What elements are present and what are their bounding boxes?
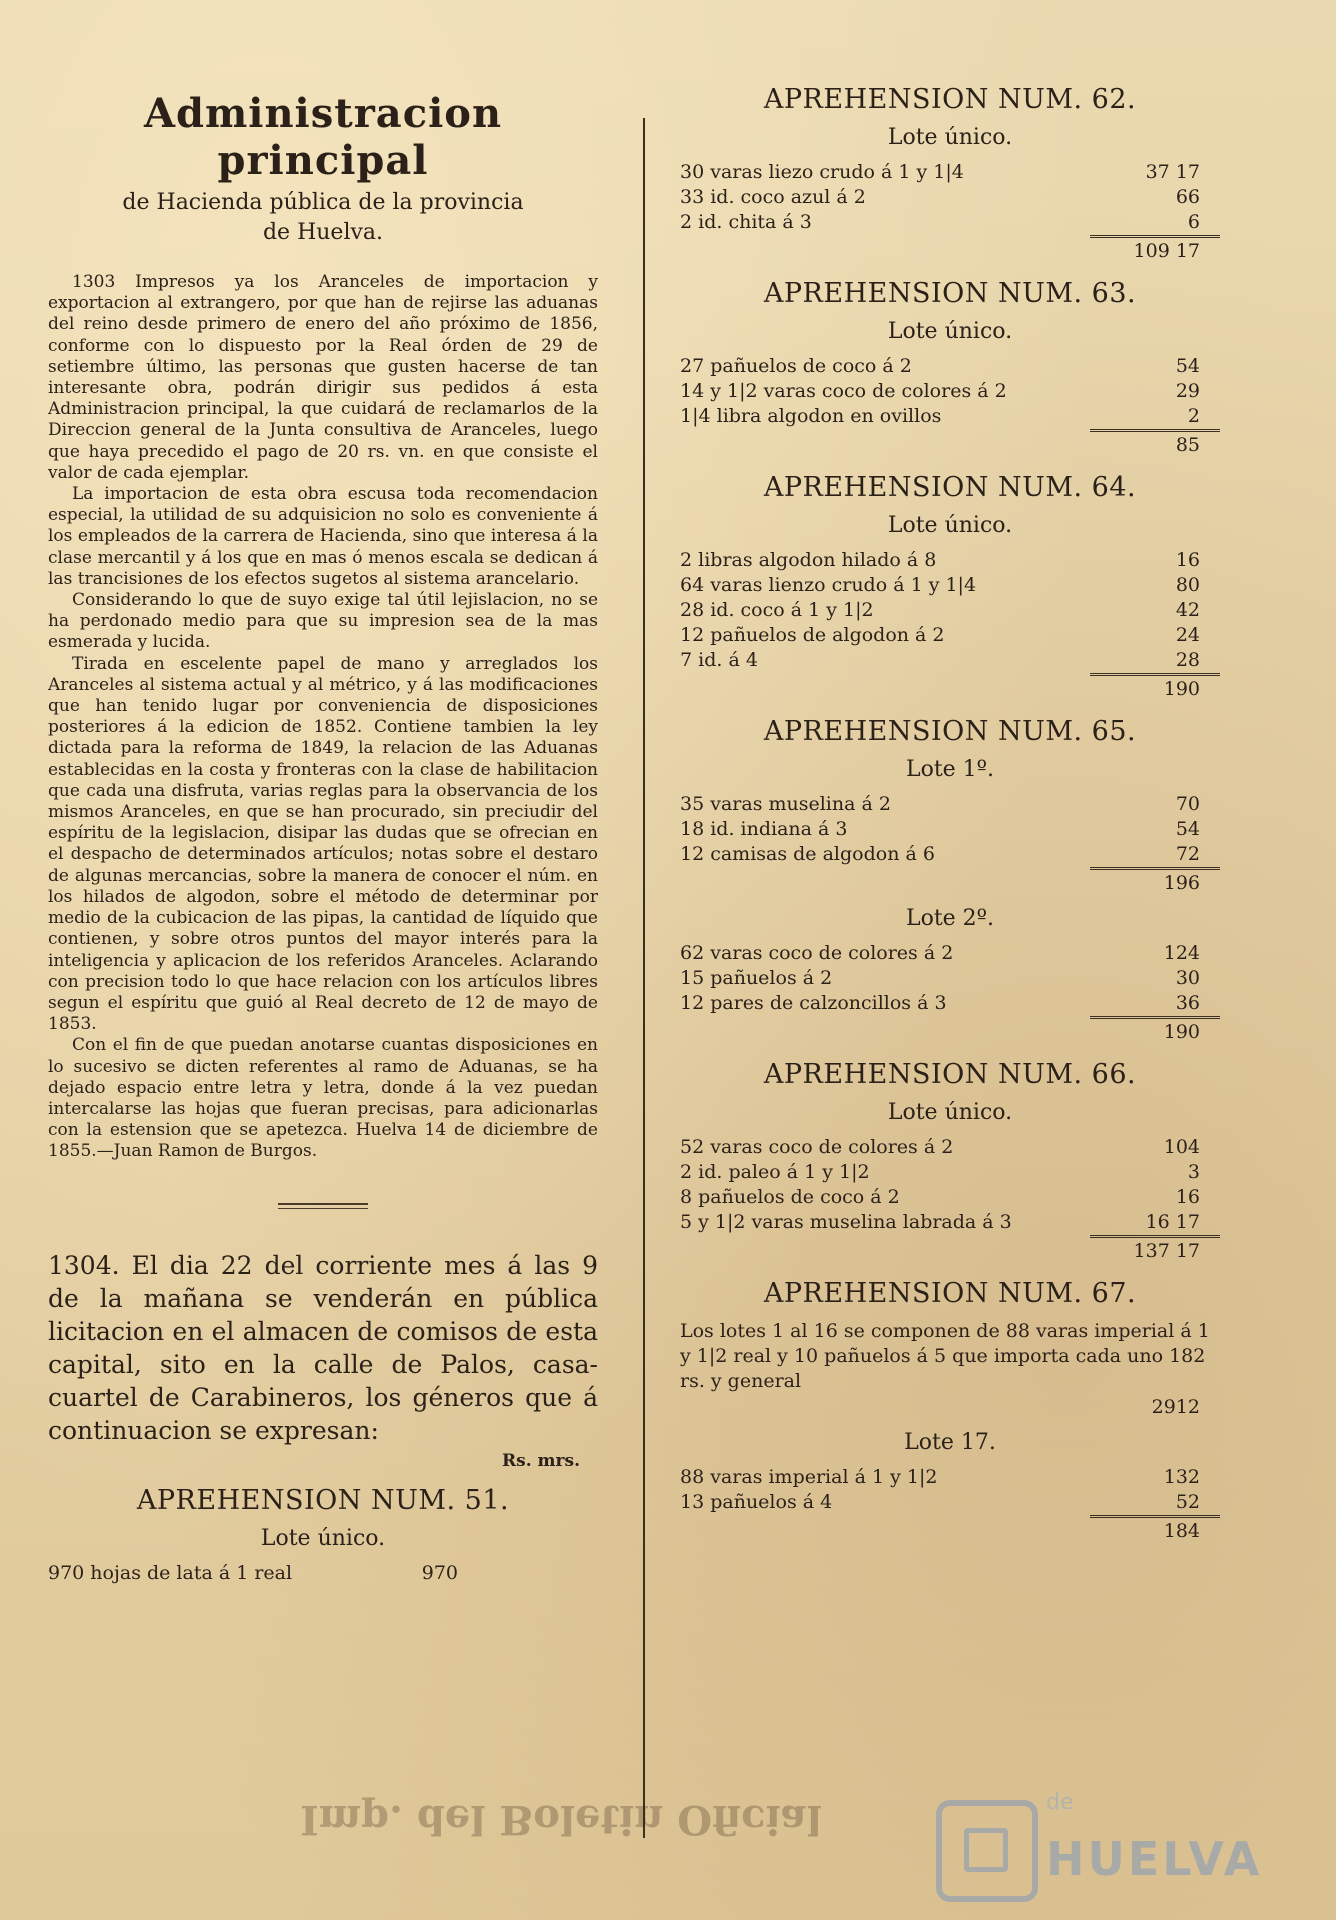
lot-total: 184 [1090, 1515, 1220, 1544]
notice-1303-paragraph: La importacion de esta obra escusa toda recomendacion especial, la utilidad de su adquisicion no solo es conveniente á los empleados de la carrera de Hacienda, sino que interesa á la clase mercantil y á los que en mas ó menos escala se dedican á las trancisiones de los efectos sugetos al sistema arancelario. [48, 484, 598, 589]
lot-item-amount: 29 [1175, 380, 1200, 402]
lot-item-amount: 16 17 [1145, 1211, 1200, 1233]
aprehension-title: APREHENSION NUM. 51. [136, 1484, 510, 1516]
notice-1303-paragraph: Tirada en escelente papel de mano y arreglados los Aranceles al sistema actual y al métrico, y á las modificaciones que han tenido lugar por conveniencia de disposiciones posteriores á la edicion de 1852. Contiene tambien la ley dictada para la reforma de 1849, la relacion de las Aduanas establecidas en la costa y fronteras con la clase de habilitacion que cada una disfruta, varias reglas para la observancia de los mismos Aranceles, en que se han procurado, sin preciudir del espíritu de la legislacion, disipar las dudas que se ofrecian en el despacho de determinados artículos; notas sobre el destaro de algunas mercancias, sobre la manera de conocer el núm. en los hilados de algodon, sobre el método de determinar por medio de la cubicacion de las pipas, la cantidad de líquido que contienen, y sobre otros puntos del mayor interés para la inteligencia y aplicacion de los referidos Aranceles. Aclarando con precision todo lo que hace relacion con los artículos libres segun el espíritu que guió al Real decreto de 12 de mayo de 1853. [48, 653, 598, 1035]
lote-label: Lote único. [887, 513, 1013, 538]
lot-item-desc: 7 id. á 4 [680, 649, 758, 671]
lot-item-amount: 16 [1175, 1186, 1200, 1208]
lot-item-amount: 124 [1163, 942, 1200, 964]
aprehension-title: APREHENSION NUM. 65. [763, 716, 1137, 747]
column-divider [643, 118, 645, 1838]
lot-item [680, 185, 1220, 210]
lot-item-amount: 37 17 [1145, 161, 1200, 183]
lot-item-amount: 104 [1163, 1136, 1200, 1158]
lot-item [680, 991, 1220, 1016]
lot-item-amount: 6 [1187, 211, 1200, 233]
lote-label: Lote 17. [904, 1430, 996, 1455]
aprehension-title: APREHENSION NUM. 63. [763, 278, 1137, 309]
notice-1303-paragraph: Considerando lo que de suyo exige tal útil lejislacion, no se ha perdonado medio para que su impresion sea de la mas esmerada y lucida. [48, 590, 598, 653]
lot-item [680, 379, 1220, 404]
lot-total: 85 [1090, 429, 1220, 458]
aprehension-title: APREHENSION NUM. 64. [763, 472, 1137, 503]
lot-item-desc: 33 id. coco azul á 2 [680, 186, 866, 208]
lot-item-amount: 28 [1175, 649, 1200, 671]
lot-item-amount: 54 [1175, 355, 1200, 377]
lot-item-amount: 970 [421, 1561, 458, 1584]
lot-item-desc: 64 varas lienzo crudo á 1 y 1|4 [680, 574, 977, 596]
logo-text-small: de [1046, 1790, 1074, 1815]
lot-item-desc: 30 varas liezo crudo á 1 y 1|4 [680, 161, 964, 183]
lot-item [680, 404, 1220, 429]
lote-label: Lote único. [887, 1100, 1013, 1125]
lot-item-amount: 132 [1163, 1466, 1200, 1488]
lot-item [680, 941, 1220, 966]
lot-item [680, 623, 1220, 648]
lot-item [680, 648, 1220, 673]
header-subtitle-1: de Hacienda pública de la provincia [122, 190, 524, 215]
lot-item-desc: 1|4 libra algodon en ovillos [680, 405, 942, 427]
lot-item-amount: 70 [1175, 793, 1200, 815]
footer-printer-bleed: Imp. del Boletin Oficial [300, 1796, 822, 1843]
lote-label: Lote único. [260, 1525, 386, 1551]
lot-item-amount: 2 [1187, 405, 1200, 427]
notice-1303-paragraph: 1303 Impresos ya los Aranceles de importacion y exportacion al extrangero, por que han de rejirse las aduanas del reino desde primero de enero del año próximo de 1856, conforme con lo dispuesto por la Real órden de 29 de setiembre último, las personas que gusten hacerse de tan interesante obra, podrán dirigir sus pedidos á esta Administracion principal, la que cuidará de reclamarlos de la Direccion general de la Junta consultiva de Aranceles, luego que haya precedido el pago de 20 rs. vn. en que consiste el valor de cada ejemplar. [48, 272, 598, 483]
lote-label: Lote 2º. [905, 906, 995, 931]
archive-logo [936, 1790, 1296, 1900]
lot-total: 137 17 [1090, 1235, 1220, 1264]
lote-label: Lote único. [887, 319, 1013, 344]
header-title: Administracion principal [143, 90, 503, 184]
notice-1303-paragraph: Con el fin de que puedan anotarse cuantas disposiciones en lo sucesivo se dicten referentes al ramo de Aduanas, se ha dejado espacio entre letra y letra, donde á la vez puedan intercalarse las hojas que fueran precisas, para adicionarlas con la estension que se apetezca. Huelva 14 de diciembre de 1855.—Juan Ramon de Burgos. [48, 1035, 598, 1162]
lot-total: 190 [1090, 673, 1220, 702]
lot-item [680, 1160, 1220, 1185]
lot-item-amount: 30 [1175, 967, 1200, 989]
lot-item-amount: 36 [1175, 992, 1200, 1014]
aprehension-title: APREHENSION NUM. 67. [763, 1278, 1137, 1309]
header-subtitle-2: de Huelva. [262, 220, 384, 245]
lot-item [680, 792, 1220, 817]
lot-item-amount: 80 [1175, 574, 1200, 596]
lote-label: Lote 1º. [905, 757, 995, 782]
aprehension-67-desc: Los lotes 1 al 16 se componen de 88 varas imperial á 1 y 1|2 real y 10 pañuelos á 5 que importa cada uno 182 rs. y general [680, 1320, 1210, 1392]
lot-total: 196 [1090, 867, 1220, 896]
units-header: Rs. mrs. [502, 1450, 580, 1471]
lot-item-desc: 18 id. indiana á 3 [680, 818, 848, 840]
lot-item [680, 1210, 1220, 1235]
lot-item-amount: 66 [1175, 186, 1200, 208]
lot-item [680, 1185, 1220, 1210]
lot-item [680, 598, 1220, 623]
lot-item-amount: 24 [1175, 624, 1200, 646]
lot-item [680, 1490, 1220, 1515]
lot-item-amount: 3 [1187, 1161, 1200, 1183]
lot-item-desc: 2 id. chita á 3 [680, 211, 812, 233]
lot-item-desc: 15 pañuelos á 2 [680, 967, 833, 989]
lot-item-desc: 13 pañuelos á 4 [680, 1491, 833, 1513]
lot-item-desc: 2 libras algodon hilado á 8 [680, 549, 937, 571]
lot-item-desc: 12 camisas de algodon á 6 [680, 843, 935, 865]
lot-item [48, 1561, 598, 1586]
lot-item-desc: 62 varas coco de colores á 2 [680, 942, 954, 964]
aprehension-title: APREHENSION NUM. 66. [763, 1059, 1137, 1090]
lote-label: Lote único. [887, 125, 1013, 150]
lot-item-desc: 8 pañuelos de coco á 2 [680, 1186, 900, 1208]
lot-item-desc: 12 pares de calzoncillos á 3 [680, 992, 947, 1014]
general-amount: 2912 [1151, 1396, 1200, 1418]
lot-item-amount: 54 [1175, 818, 1200, 840]
lot-item-desc: 27 pañuelos de coco á 2 [680, 355, 912, 377]
lot-item [680, 210, 1220, 235]
logo-text-large: HUELVA [1046, 1832, 1263, 1886]
lot-item [680, 966, 1220, 991]
lot-item-desc: 52 varas coco de colores á 2 [680, 1136, 954, 1158]
lot-item-desc: 12 pañuelos de algodon á 2 [680, 624, 945, 646]
lot-item-amount: 72 [1175, 843, 1200, 865]
lot-item [680, 354, 1220, 379]
shield-icon [936, 1800, 1038, 1902]
lot-item [680, 573, 1220, 598]
lot-item-desc: 35 varas muselina á 2 [680, 793, 891, 815]
lot-item-amount: 16 [1175, 549, 1200, 571]
lot-item [680, 1465, 1220, 1490]
aprehension-title: APREHENSION NUM. 62. [763, 84, 1137, 115]
notice-1304: 1304. El dia 22 del corriente mes á las 9 de la mañana se venderán en pública licitacion en el almacen de comisos de esta capital, sito en la calle de Palos, casa-cuartel de Carabineros, los géneros que á continuacion se expresan: [48, 1250, 598, 1445]
lot-item-amount: 52 [1175, 1491, 1200, 1513]
lot-total: 190 [1090, 1016, 1220, 1045]
lot-item-desc: 14 y 1|2 varas coco de colores á 2 [680, 380, 1007, 402]
lot-item-amount: 42 [1175, 599, 1200, 621]
aprehension-67-text [680, 1319, 1220, 1394]
lot-item-desc: 970 hojas de lata á 1 real [48, 1561, 293, 1584]
notice-1303 [48, 272, 598, 1163]
section-divider [278, 1203, 368, 1209]
lot-item [680, 548, 1220, 573]
lot-item-desc: 2 id. paleo á 1 y 1|2 [680, 1161, 870, 1183]
left-column [48, 70, 598, 1586]
lot-item-desc: 88 varas imperial á 1 y 1|2 [680, 1466, 938, 1488]
lot-item-desc: 5 y 1|2 varas muselina labrada á 3 [680, 1211, 1012, 1233]
lot-item [680, 817, 1220, 842]
lot-item [680, 160, 1220, 185]
right-column [680, 70, 1220, 1544]
lot-item-desc: 28 id. coco á 1 y 1|2 [680, 599, 874, 621]
lot-item [680, 842, 1220, 867]
lot-item [680, 1135, 1220, 1160]
lot-total: 109 17 [1090, 235, 1220, 264]
